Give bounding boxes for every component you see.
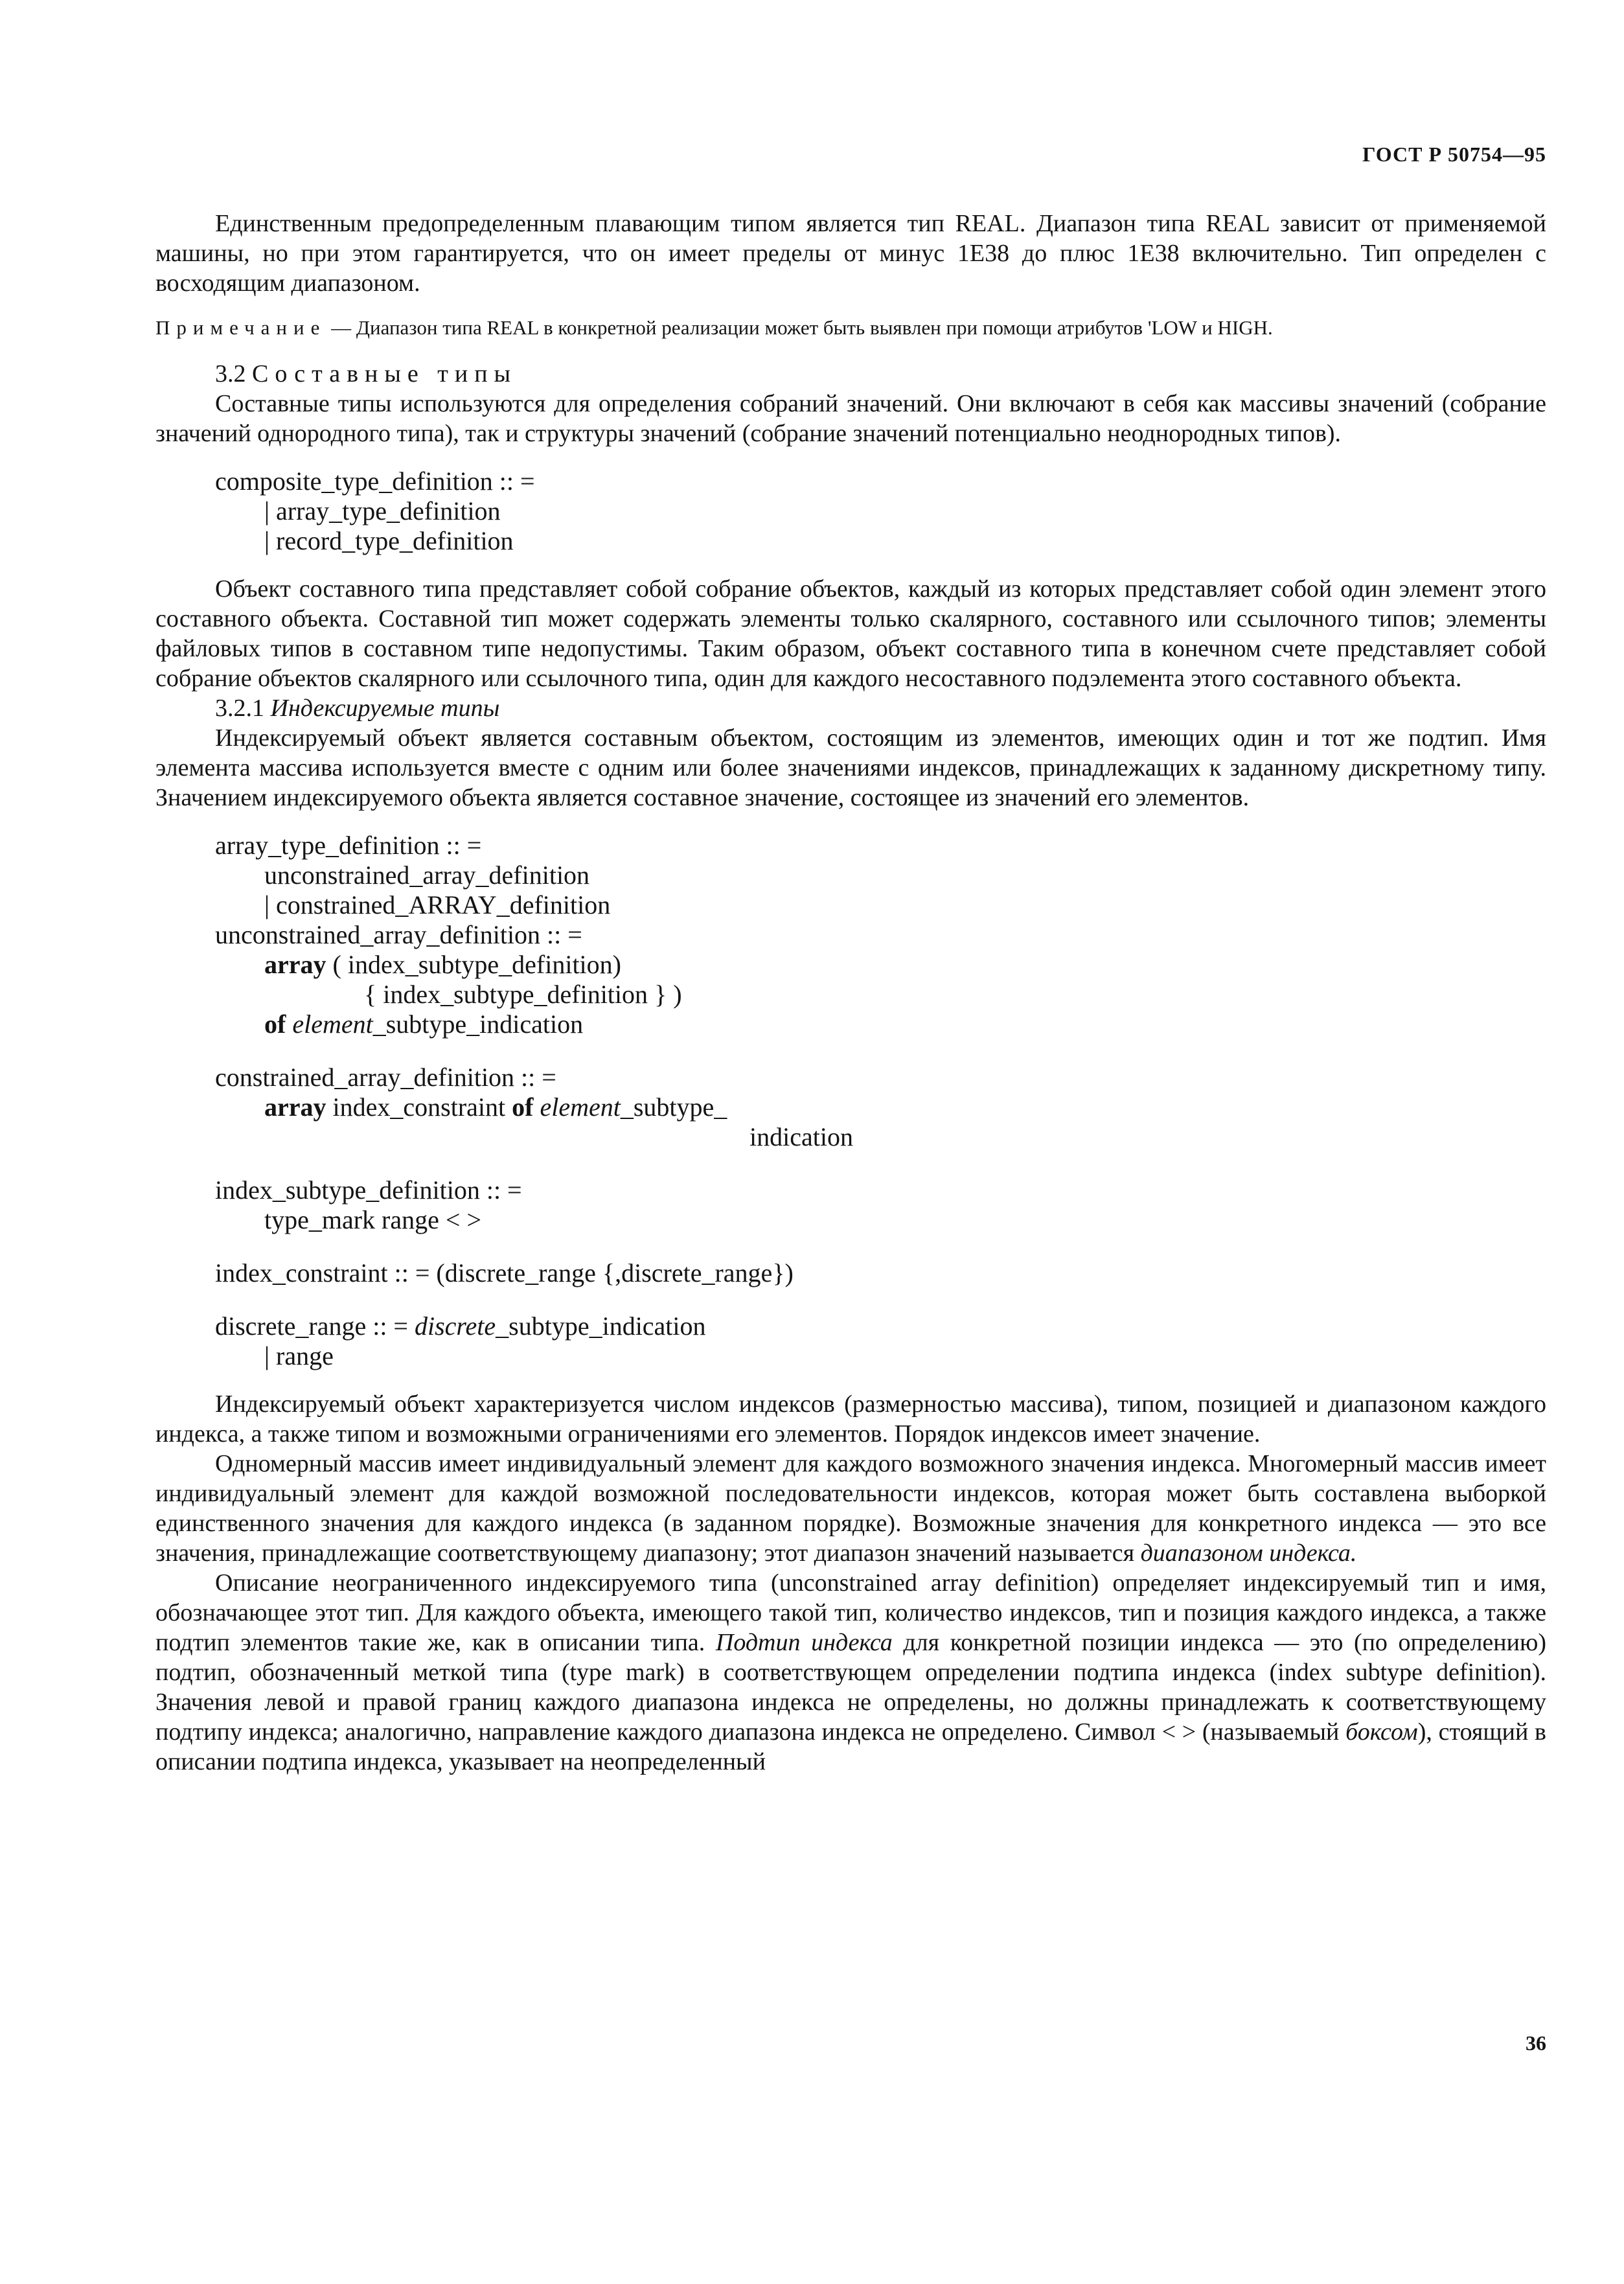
grammar-italic: discrete: [415, 1311, 496, 1341]
grammar-line: index_subtype_definition :: =: [215, 1175, 522, 1205]
grammar-text: discrete_range :: =: [215, 1311, 415, 1341]
grammar-text: index_constraint: [326, 1092, 512, 1122]
spacer: [215, 1288, 1546, 1311]
text-run: ), стоящий в описании подтипа индекса, указывает на неопределенный: [155, 1718, 1546, 1775]
grammar-line: [215, 1092, 1546, 1122]
grammar-line: | record_type_definition: [264, 526, 514, 555]
note-text: — Диапазон типа REAL в конкретной реализации может быть выявлен при помощи атрибутов 'LOW и HIGH.: [326, 316, 1273, 339]
grammar-italic: element: [533, 1092, 621, 1122]
subsection-title: Индексируемые типы: [270, 695, 500, 722]
grammar-text: _subtype_indication: [496, 1311, 706, 1341]
grammar-array-type: [215, 831, 1546, 1371]
paragraph-unconstrained-array: [155, 1568, 1546, 1777]
grammar-line: constrained_array_definition :: =: [215, 1063, 556, 1092]
grammar-line: array_type_definition :: =: [215, 831, 482, 860]
text-run: Одномерный массив имеет индивидуальный элемент для каждого возможного значения индекса. Многомерный массив имеет индивидуальный элемент для каждой возможной последовательности индексов, которая может быть составлена выборкой единственного значения для каждого индекса (в заданном порядке). Возможные значения для конкретного индекса — это все значения, принадлежащие соответствующему диапазону; этот диапазон значений называется: [155, 1450, 1546, 1567]
grammar-line: unconstrained_array_definition :: =: [215, 920, 582, 949]
section-number: 3.2: [215, 360, 246, 387]
grammar-line: [215, 1311, 1546, 1341]
text-run: для конкретной позиции индекса — это (по определению) подтип, обозначенный меткой типа (type mark) в соответствующем определении подтипа индекса (index subtype definition). Значения левой и правой границ каждого диапазона индекса не определены, но должны принадлежать к соответствующему подтипу индекса; аналогично, направление каждого диапазона индекса не определено. Символ < > (называемый: [155, 1629, 1546, 1746]
grammar-composite-type: [215, 467, 1546, 556]
paragraph-composite-object: Объект составного типа представляет собой собрание объектов, каждый из которых представляет собой один элемент этого составного объекта. Составной тип может содержать элементы только скалярного, составного или ссылочного типов; элементы файловых типов в составном типе недопустимы. Таким образом, объект составного типа в конечном счете представляет собой собрание объектов скалярного или ссылочного типа, один для каждого несоставного подэлемента этого составного объекта.: [155, 575, 1546, 692]
keyword: array: [264, 1092, 326, 1122]
keyword: of: [512, 1092, 534, 1122]
section-heading-3-2: [155, 359, 1546, 389]
text-run: Описание неограниченного индексируемого типа (unconstrained array definition) определяет индексируемый тип и имя, обозначающее этот тип. Для каждого объекта, имеющего такой тип, количество индексов, тип и позиция каждого индекса, а также подтип элементов такие же, как в описании типа.: [155, 1569, 1546, 1656]
text-italic: диапазоном индекса.: [1140, 1540, 1357, 1567]
subsection-heading-3-2-1: [155, 693, 1546, 723]
grammar-italic: element: [286, 1009, 373, 1039]
grammar-line: [215, 1009, 1546, 1039]
grammar-line: | constrained_ARRAY_definition: [264, 890, 611, 919]
grammar-text: _subtype_indication: [372, 1009, 584, 1039]
text-italic: боксом: [1345, 1718, 1418, 1746]
paragraph-composite-intro: Составные типы используются для определения собраний значений. Они включают в себя как массивы значений (собрание значений однородного типа), так и структуры значений (собрание значений потенциально неоднородных типов).: [155, 390, 1546, 447]
spacer: [215, 1152, 1546, 1175]
grammar-line: index_constraint :: = (discrete_range {,discrete_range}): [215, 1258, 794, 1287]
grammar-text: ( index_subtype_definition): [326, 950, 621, 979]
note-label: Примечание: [155, 316, 326, 339]
subsection-number: 3.2.1: [215, 695, 264, 722]
grammar-line: unconstrained_array_definition: [264, 860, 590, 890]
document-body: [155, 209, 1546, 1777]
grammar-line: [215, 950, 1546, 980]
section-title: Составные типы: [252, 360, 518, 387]
grammar-line: type_mark range < >: [264, 1205, 481, 1234]
grammar-line: composite_type_definition :: =: [215, 467, 535, 496]
note: [155, 315, 1546, 341]
grammar-line: | array_type_definition: [264, 496, 501, 525]
spacer: [215, 1235, 1546, 1258]
grammar-line: indication: [749, 1122, 853, 1151]
grammar-line: { index_subtype_definition } ): [364, 980, 682, 1009]
keyword: array: [264, 950, 326, 979]
page-number: 36: [1526, 2031, 1546, 2055]
keyword: of: [264, 1009, 286, 1039]
grammar-line: | range: [264, 1341, 334, 1370]
paragraph-indexed-object: Индексируемый объект является составным объектом, состоящим из элементов, имеющих один и тот же подтип. Имя элемента массива используется вместе с одним или более значениями индексов, принадлежащих к заданному дискретному типу. Значением индексируемого объекта является составное значение, состоящее из значений его элементов.: [155, 724, 1546, 811]
paragraph-index-characteristics: Индексируемый объект характеризуется числом индексов (размерностью массива), типом, позицией и диапазоном каждого индекса, а также типом и возможными ограничениями его элементов. Порядок индексов имеет значение.: [155, 1390, 1546, 1448]
spacer: [215, 1039, 1546, 1063]
grammar-text: _subtype_: [620, 1092, 727, 1122]
paragraph-multidim-array: [155, 1449, 1546, 1568]
text-italic: Подтип индекса: [715, 1629, 893, 1656]
page-header: ГОСТ Р 50754—95: [1362, 143, 1546, 166]
paragraph-real-type: Единственным предопределенным плавающим типом является тип REAL. Диапазон типа REAL зависит от применяемой машины, но при этом гарантируется, что он имеет пределы от минус 1E38 до плюс 1E38 включительно. Тип определен с восходящим диапазоном.: [155, 210, 1546, 297]
